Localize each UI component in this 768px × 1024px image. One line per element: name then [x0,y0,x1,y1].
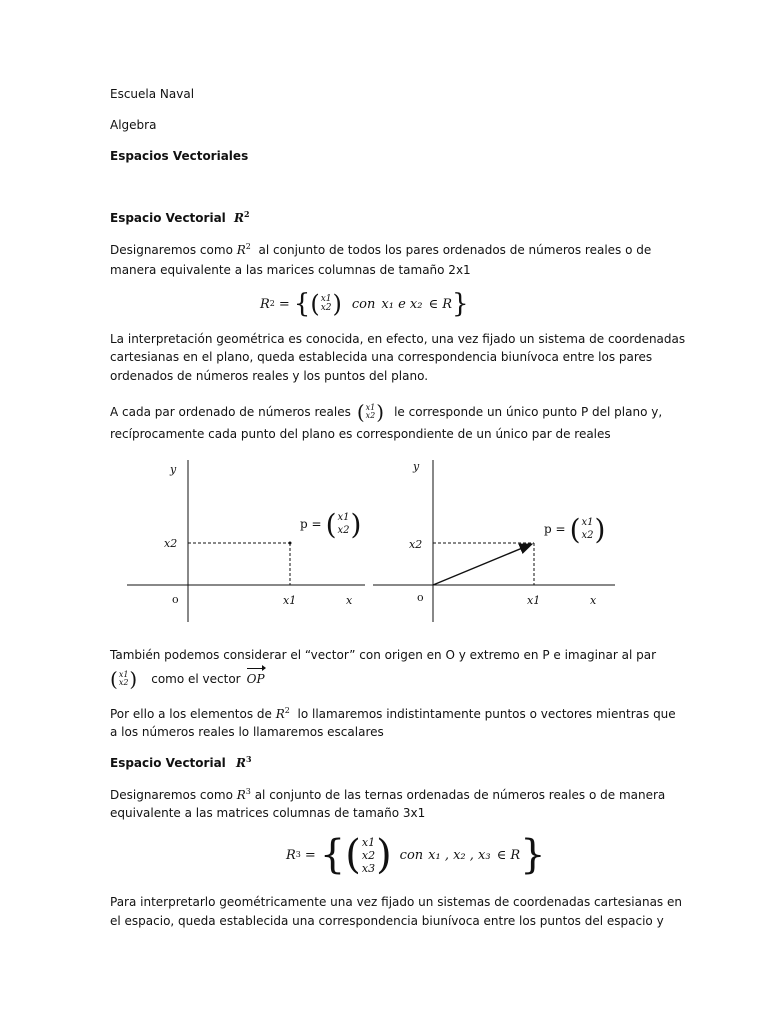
column-vector-2: ( x1 x2 ) [310,290,342,318]
topic-title: Espacios Vectoriales [110,149,249,163]
x-axis-label-right: x [590,594,597,607]
r2-definition-line1: Designaremos como $R^2$ al conjunto de todos los pares ordenados de números reales o de [110,242,652,257]
r3-set-formula: R 3 = { ( x1 x2 x3 ) con x₁ , x₂ , x₃ ∈ R } [286,832,546,878]
left-brace: { [319,832,346,878]
point-p [289,542,292,545]
y-axis-label-right: y [413,460,420,473]
x-axis-label-left: x [346,594,353,607]
r3-heading: Espacio Vectorial $R^3$ [110,754,252,770]
pair-line2: recíprocamente cada punto del plano es correspondiente de un único par de reales [110,427,611,441]
column-vector-3: ( x1 x2 x3 ) [345,832,392,878]
r2-interp-line3: ordenados de números reales y los puntos del plano. [110,369,429,383]
x2-label-right: x2 [409,538,423,551]
vector-line2: ( x1 x2 ) como el vector OP [110,667,265,691]
figure-point-left [127,460,365,622]
pair-line1: A cada par ordenado de números reales ( x1 x2 ) le corresponde un único punto P del plano y, [110,400,663,424]
inline-column-vector: ( x1 x2 ) [356,400,385,424]
r2-set-formula: R 2 = { ( x1 x2 ) con x₁ e x₂ ∈ R } [260,289,469,319]
right-brace: } [451,289,469,319]
vector-op: OP [246,672,265,686]
r2-definition-line2: manera equivalente a las marices columnas de tamaño 2x1 [110,263,471,277]
r2-interp-line1: La interpretación geométrica es conocida, en efecto, una vez fijado un sistema de coordenadas [110,332,686,346]
elements-line2: a los números reales lo llamaremos escalares [110,725,384,739]
r2-interp-line2: cartesianas en el plano, queda establecida una correspondencia biunívoca entre los pares [110,350,653,364]
origin-label-left: o [172,593,179,606]
elements-line1: Por ello a los elementos de $R^2$ lo llamaremos indistintamente puntos o vectores mientras que [110,706,676,721]
x2-label-left: x2 [164,537,178,550]
right-brace: } [520,832,546,878]
y-axis-label-left: y [170,463,177,476]
left-brace: { [293,289,311,319]
r2-heading: Espacio Vectorial $R^2$ [110,209,250,225]
origin-label-right: o [417,591,424,604]
p-label-left: p = ( x1 x2 ) [300,507,362,541]
x1-label-right: x1 [527,594,541,607]
subject-name: Algebra [110,118,157,132]
x1-label-left: x1 [283,594,297,607]
vector-line1: También podemos considerar el “vector” con origen en O y extremo en P e imaginar al par [110,648,657,662]
r3-definition-line1: Designaremos como $R^3$ al conjunto de las ternas ordenadas de números reales o de manera [110,787,666,802]
school-name: Escuela Naval [110,87,195,101]
vector-op-arrow [433,544,532,585]
p-label-right: p = ( x1 x2 ) [544,512,606,546]
r3-definition-line2: equivalente a las matrices columnas de tamaño 3x1 [110,806,426,820]
r3-interp-line1: Para interpretarlo geométricamente una vez fijado un sistemas de coordenadas cartesianas en [110,895,682,909]
r3-interp-line2: el espacio, queda establecida una correspondencia biunívoca entre los puntos del espacio y [110,914,664,928]
